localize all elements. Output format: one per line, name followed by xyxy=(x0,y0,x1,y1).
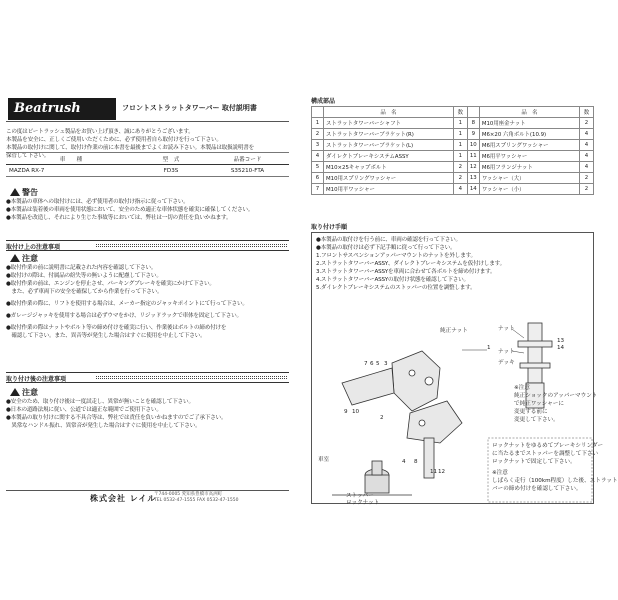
label-cabin: 車室 xyxy=(318,457,330,463)
vehicle-name: MAZDA RX-7 xyxy=(6,165,136,177)
parts-row xyxy=(312,173,594,184)
section-title: 取付け上の注意事項 xyxy=(6,241,63,250)
stopper-line: に当たるまでストッパーを調整して下さい xyxy=(492,451,599,457)
part-qty: 4 xyxy=(453,184,467,195)
vehicle-table xyxy=(6,152,289,177)
callout-number: 4 xyxy=(402,459,406,465)
part-number: 12 xyxy=(467,162,479,173)
part-number: 4 xyxy=(312,151,324,162)
part-qty: 2 xyxy=(580,173,594,184)
caution-line: ●ガレージジャッキを使用する場合は必ずウマをかけ、リジッドラックで車体を固定して下さい。 xyxy=(6,313,242,319)
part-name: M6×20 六角ボルト(10.9) xyxy=(479,129,579,140)
part-qty: 2 xyxy=(580,184,594,195)
warning-heading xyxy=(6,188,289,198)
caution-line: また、必ず車両下の安全を確保してから作業を行って下さい。 xyxy=(6,289,163,295)
intro-line: 本製品を安全に、正しくご使用いただくために、必ず使用者自ら取付けを行って下さい。 xyxy=(6,137,222,143)
caution-triangle-icon xyxy=(10,388,20,396)
note-title: ※注意 xyxy=(514,385,530,391)
part-number: 7 xyxy=(312,184,324,195)
col-header-vehicle: 車 種 xyxy=(6,153,136,165)
intro-line: 本製品の取付けに関して、取付け作業の前に本書を最後までよくお読み下さい。本製品は取扱説明書を xyxy=(6,145,255,151)
page-footer xyxy=(6,490,289,506)
part-number: 1 xyxy=(312,118,324,129)
page-header xyxy=(6,92,289,122)
label-stopper: ストッパー xyxy=(346,493,374,499)
vehicle-model: FD3S xyxy=(136,165,206,177)
intro-line: この度はビートラッシュ製品をお買い上げ頂き、誠にありがとうございます。 xyxy=(6,129,194,135)
col-header-qty: 数 xyxy=(453,107,467,118)
callout-number: 1 xyxy=(487,345,491,351)
parts-row xyxy=(312,151,594,162)
part-qty: 4 xyxy=(580,140,594,151)
part-name: M10用座金ナット xyxy=(479,118,579,129)
callout-number: 8 xyxy=(414,459,418,465)
caution-line: ●取付作業の際はナットやボルト等の締め付けを確実に行い、作業後はボルトの締め付けを xyxy=(6,325,227,331)
brake-stopper-illustration xyxy=(332,461,412,495)
parts-row xyxy=(312,184,594,195)
col-header-qty: 数 xyxy=(580,107,594,118)
procedure-line: 5.ダイレクトブレーキシステムのストッパーの位置を調整します。 xyxy=(316,285,476,291)
note-upper xyxy=(514,383,597,423)
part-name: M6用平ワッシャー xyxy=(479,151,579,162)
label-nut: ナット xyxy=(498,349,515,355)
caution-line: ●取付作業の前は、エンジンを停止させ、パーキングブレーキを確実にかけて下さい。 xyxy=(6,281,215,287)
callout-number: 11 xyxy=(430,469,438,475)
caution-title: 注意 xyxy=(22,388,38,397)
part-name: M6用スプリングワッシャー xyxy=(479,140,579,151)
parts-row xyxy=(312,140,594,151)
part-qty: 2 xyxy=(453,162,467,173)
caution-line: ●取付けの際は、付属品の紛失等の無いように配慮して下さい。 xyxy=(6,273,162,279)
address-line: 〒744-0005 愛知県豊橋市高洲町 xyxy=(154,492,223,497)
note-line: 変更して下さい。 xyxy=(514,417,559,423)
warning-box xyxy=(6,188,289,222)
caution-heading xyxy=(6,388,289,398)
part-qty: 2 xyxy=(453,173,467,184)
label-cap-nut: 純正ナット xyxy=(440,328,468,334)
part-qty: 1 xyxy=(453,140,467,151)
label-lock-nut: ロックナット xyxy=(346,500,380,506)
caution-line: 確認して下さい。また、異音等が発生した場合はすぐに使用を中止して下さい。 xyxy=(6,333,206,339)
part-qty: 1 xyxy=(453,118,467,129)
callout-number: 7 xyxy=(364,361,368,367)
caution-line: ●日本の道路法規に従い、公道では適正な範囲でご使用下さい。 xyxy=(6,407,162,413)
label-deck: デッキ xyxy=(498,360,515,366)
procedure-line: ●本製品の取付けを行う前に、車両の確認を行って下さい。 xyxy=(316,237,461,243)
procedure-box xyxy=(311,232,618,506)
part-name: M6用フランジナット xyxy=(479,162,579,173)
section-dots xyxy=(96,244,287,247)
part-number: 5 xyxy=(312,162,324,173)
warning-line: ●本製品は装着後の車両を使用状態において、安全のため適正な車体状態を確実に確保してください。 xyxy=(6,207,254,213)
note-lower xyxy=(492,441,618,492)
callout-number: 12 xyxy=(438,469,446,475)
caution-heading xyxy=(6,254,289,264)
section-dots xyxy=(96,376,287,379)
callout-number: 10 xyxy=(352,409,360,415)
document-title: フロントストラットタワーバー 取付説明書 xyxy=(122,104,257,112)
part-name: M10用平ワッシャー xyxy=(324,184,454,195)
part-name: ストラットタワーバーシャフト xyxy=(324,118,454,129)
procedure-line: 1.フロントサスペンションアッパーマウントのナットを外します。 xyxy=(316,253,476,259)
callout-number: 6 xyxy=(370,361,374,367)
part-number: 2 xyxy=(312,129,324,140)
col-header-no xyxy=(312,107,324,118)
callout-number: 2 xyxy=(380,415,384,421)
col-header-name: 品 名 xyxy=(479,107,579,118)
caution-line: ●安全のため、取り付け後は一度試走し、異常が無いことを確認して下さい。 xyxy=(6,399,194,405)
caution-line: 異常なハンドル振れ、異常音が発生した場合はすぐに使用を中止して下さい。 xyxy=(6,423,201,429)
part-number: 3 xyxy=(312,140,324,151)
address-line: TEL 0532-47-1555 FAX 0532-47-1550 xyxy=(154,498,239,503)
instruction-page-right xyxy=(311,92,618,508)
callout-number: 5 xyxy=(376,361,380,367)
caution-line: ●取付作業の前に説明書に記載された内容を確認して下さい。 xyxy=(6,265,157,271)
caution-triangle-icon xyxy=(10,254,20,262)
section-bar-after xyxy=(6,372,289,383)
part-number: 9 xyxy=(467,129,479,140)
part-number: 13 xyxy=(467,173,479,184)
callout-number: 13 xyxy=(557,338,565,344)
callout-number: 3 xyxy=(384,361,388,367)
part-number: 6 xyxy=(312,173,324,184)
caution-title: 注意 xyxy=(22,254,38,263)
part-name: M10×25キャップボルト xyxy=(324,162,454,173)
part-name: ワッシャー（大） xyxy=(479,173,579,184)
part-name: ワッシャー（小） xyxy=(479,184,579,195)
part-qty: 4 xyxy=(580,151,594,162)
parts-header-row xyxy=(312,107,594,118)
col-header-code: 品番コード xyxy=(206,153,289,165)
part-qty: 4 xyxy=(580,162,594,173)
caution-note-line: バーの締め付けを確認して下さい。 xyxy=(492,486,582,492)
procedure-line: 4.ストラットタワーバーASSYの取付け状態を確認して下さい。 xyxy=(316,277,469,283)
col-header-name: 品 名 xyxy=(324,107,454,118)
label-nut: ナット xyxy=(498,326,515,332)
note-line: で純正ワッシャーに xyxy=(514,401,564,407)
part-name: ストラットタワーバーブラケット(L) xyxy=(324,140,454,151)
intro-line: 保管して下さい。 xyxy=(6,153,50,159)
part-qty: 1 xyxy=(453,129,467,140)
parts-row xyxy=(312,129,594,140)
col-header-no xyxy=(467,107,479,118)
procedure-line: ●本製品の取付けは必ず下記手順に従って行って下さい。 xyxy=(316,245,456,251)
note-line: 純正ショックのアッパーマウント xyxy=(514,393,598,399)
note-line: 変更する前に xyxy=(514,409,548,415)
section-bar-install xyxy=(6,240,289,251)
procedure-line: 2.ストラットタワーバーASSY、ダイレクトブレーキシステムを仮付けします。 xyxy=(316,261,506,267)
part-number: 14 xyxy=(467,184,479,195)
procedure-section-title: 取り付け手順 xyxy=(311,224,348,231)
parts-table xyxy=(311,106,594,195)
company-name: 株式会社 レイル xyxy=(90,494,157,503)
callout-number: 14 xyxy=(557,345,565,351)
part-name: ストラットタワーバーブラケット(R) xyxy=(324,129,454,140)
part-qty: 4 xyxy=(580,129,594,140)
part-qty: 2 xyxy=(580,118,594,129)
col-header-model: 型 式 xyxy=(136,153,206,165)
warning-triangle-icon xyxy=(10,188,20,196)
warning-title: 警告 xyxy=(22,188,38,197)
caution-line: ●本製品の取り付けに関する不具合等は、弊社では責任を負いかねますのでご了承下さい。 xyxy=(6,415,227,421)
warning-line: ●本製品の車体への取付けには、必ず使用者の取付け指示に従って下さい。 xyxy=(6,199,189,205)
parts-row xyxy=(312,118,594,129)
instruction-page-left xyxy=(6,92,289,508)
caution-box-install xyxy=(6,254,289,340)
section-title: 取り付け後の注意事項 xyxy=(6,373,69,382)
part-number: 10 xyxy=(467,140,479,151)
procedure-line: 3.ストラットタワーバーASSYを車両に合わせて各ボルトを締め付けます。 xyxy=(316,269,496,275)
caution-note-title: ※注意 xyxy=(492,470,508,476)
part-number: 11 xyxy=(467,151,479,162)
brand-logo: Beatrush xyxy=(8,98,116,120)
product-code: S35210-FTA xyxy=(206,165,289,177)
callout-number: 9 xyxy=(344,409,348,415)
parts-row xyxy=(312,162,594,173)
caution-box-after xyxy=(6,388,289,430)
part-number: 8 xyxy=(467,118,479,129)
parts-section-title: 構成部品 xyxy=(311,98,336,105)
warning-line: ●本製品を改造し、それにより生じた事故等においては、弊社は一切の責任を負いかねます。 xyxy=(6,215,232,221)
stopper-line: ロックナットをゆるめてブレーキシリンダー xyxy=(492,443,604,449)
caution-line: ●取付作業の際に、リフトを使用する場合は、メーカー指定のジャッキポイントにて行って下さい。 xyxy=(6,301,248,307)
part-qty: 1 xyxy=(453,151,467,162)
stopper-line: ロックナットで固定して下さい。 xyxy=(492,459,576,465)
part-name: ダイレクトブレーキシステムASSY xyxy=(324,151,454,162)
part-name: M10用スプリングワッシャー xyxy=(324,173,454,184)
company-address xyxy=(154,492,238,504)
caution-note-line: しばらく走行（100km程度）した後、ストラット xyxy=(492,478,618,484)
